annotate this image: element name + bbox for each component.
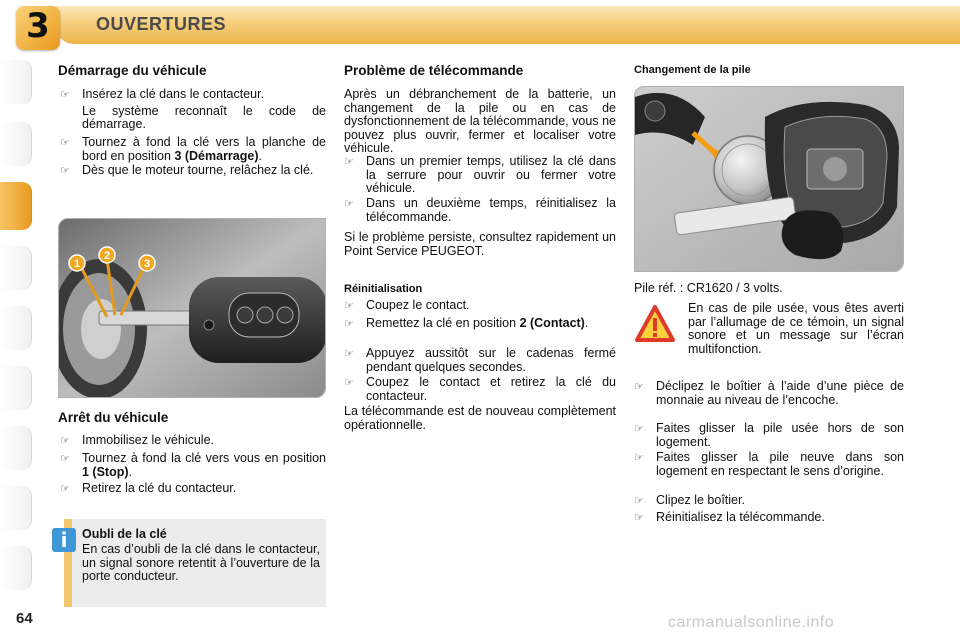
demarrage-bullet-1: ☞ Insérez la clé dans le contacteur. Le système reconnaît le code de démarrage. bbox=[60, 87, 326, 131]
hand-pointer-icon: ☞ bbox=[344, 347, 354, 360]
side-tab-3-active[interactable] bbox=[0, 182, 32, 230]
hand-pointer-icon: ☞ bbox=[344, 197, 354, 210]
side-tab-8[interactable] bbox=[0, 486, 32, 530]
pile-heading: Changement de la pile bbox=[634, 64, 751, 76]
pile-reference: Pile réf. : CR1620 / 3 volts. bbox=[634, 281, 783, 295]
probleme-bullet-1: ☞ Dans un premier temps, utilisez la clé dans la serrure pour ouvrir ou fermer votre véhicule. bbox=[344, 154, 616, 195]
ignition-key-photo bbox=[58, 218, 326, 398]
hand-pointer-icon: ☞ bbox=[344, 317, 354, 330]
hand-pointer-icon: ☞ bbox=[634, 451, 644, 464]
probleme-outro: Si le problème persiste, consultez rapidement un Point Service PEUGEOT. bbox=[344, 230, 616, 258]
callout-1 bbox=[69, 255, 85, 271]
pile-bullet-4: ☞ Clipez le boîtier. bbox=[634, 493, 745, 507]
arret-bullet-2: ☞ Tournez à fond la clé vers vous en position 1 (Stop). bbox=[60, 451, 326, 479]
side-tab-7[interactable] bbox=[0, 426, 32, 470]
battery-change-photo bbox=[634, 86, 904, 272]
reinit-bullet-1: ☞ Coupez le contact. bbox=[344, 298, 470, 312]
svg-text:1: 1 bbox=[73, 258, 81, 270]
warning-triangle-icon bbox=[634, 304, 676, 344]
hand-pointer-icon: ☞ bbox=[60, 164, 70, 177]
hand-pointer-icon: ☞ bbox=[60, 452, 70, 465]
watermark: carmanualsonline.info bbox=[668, 614, 835, 631]
demarrage-heading: Démarrage du véhicule bbox=[58, 63, 207, 78]
reinit-bullet-2: ☞ Remettez la clé en position 2 (Contact). bbox=[344, 316, 589, 330]
chapter-side-tabs bbox=[0, 60, 34, 590]
reinit-bullet-4: ☞ Coupez le contact et retirez la clé du contacteur. bbox=[344, 375, 616, 403]
svg-text:3: 3 bbox=[143, 258, 151, 270]
probleme-intro: Après un débranchement de la batterie, un changement de la pile ou en cas de dysfonctionnement de la télécommande, vous ne pouvez plus ouvrir, fermer et localiser votre véhicule. bbox=[344, 87, 616, 155]
hand-pointer-icon: ☞ bbox=[634, 422, 644, 435]
pile-bullet-1: ☞ Déclipez le boîtier à l’aide d’une pièce de monnaie au niveau de l’encoche. bbox=[634, 379, 904, 407]
chapter-badge bbox=[12, 4, 64, 50]
callout-2 bbox=[99, 247, 115, 263]
info-box-body: En cas d’oubli de la clé dans le contacteur, un signal sonore retentit à l’ouverture de la porte conducteur. bbox=[82, 542, 320, 583]
pile-bullet-2: ☞ Faites glisser la pile usée hors de son logement. bbox=[634, 421, 904, 449]
arret-bullet-3: ☞ Retirez la clé du contacteur. bbox=[60, 481, 237, 495]
pile-warning-text: En cas de pile usée, vous êtes averti par l’allumage de ce témoin, un signal sonore et un message sur l’écran multifonction. bbox=[688, 301, 904, 356]
hand-pointer-icon: ☞ bbox=[634, 494, 644, 507]
callout-3 bbox=[139, 255, 155, 271]
demarrage-bullet-3: ☞ Dès que le moteur tourne, relâchez la clé. bbox=[60, 163, 314, 177]
hand-pointer-icon: ☞ bbox=[344, 299, 354, 312]
side-tab-6[interactable] bbox=[0, 366, 32, 410]
reinit-heading: Réinitialisation bbox=[344, 283, 423, 295]
page-number: 64 bbox=[16, 610, 33, 627]
reinit-bullet-3: ☞ Appuyez aussitôt sur le cadenas fermé pendant quelques secondes. bbox=[344, 346, 616, 374]
info-box-title: Oubli de la clé bbox=[82, 527, 167, 541]
side-tab-2[interactable] bbox=[0, 122, 32, 166]
reinit-outro: La télécommande est de nouveau complètement opérationnelle. bbox=[344, 404, 616, 432]
probleme-bullet-2: ☞ Dans un deuxième temps, réinitialisez la télécommande. bbox=[344, 196, 616, 224]
probleme-heading: Problème de télécommande bbox=[344, 63, 524, 78]
hand-pointer-icon: ☞ bbox=[634, 380, 644, 393]
hand-pointer-icon: ☞ bbox=[60, 88, 70, 101]
side-tab-4[interactable] bbox=[0, 246, 32, 290]
chapter-title: OUVERTURES bbox=[96, 14, 227, 34]
hand-pointer-icon: ☞ bbox=[60, 434, 70, 447]
chapter-number: 3 bbox=[26, 6, 50, 46]
hand-pointer-icon: ☞ bbox=[344, 155, 354, 168]
remote-battery-illustration bbox=[635, 87, 904, 272]
info-icon: i bbox=[52, 528, 76, 552]
hand-pointer-icon: ☞ bbox=[344, 376, 354, 389]
page-header bbox=[0, 0, 960, 52]
hand-pointer-icon: ☞ bbox=[60, 482, 70, 495]
side-tab-5[interactable] bbox=[0, 306, 32, 350]
hand-pointer-icon: ☞ bbox=[60, 136, 70, 149]
info-box-oubli-cle bbox=[70, 519, 326, 607]
side-tab-1[interactable] bbox=[0, 60, 32, 104]
hand-pointer-icon: ☞ bbox=[634, 511, 644, 524]
svg-text:2: 2 bbox=[103, 250, 111, 262]
arret-heading: Arrêt du véhicule bbox=[58, 410, 169, 425]
ignition-key-illustration bbox=[59, 219, 326, 398]
demarrage-bullet-2: ☞ Tournez à fond la clé vers la planche de bord en position 3 (Démarrage). bbox=[60, 135, 326, 163]
pile-bullet-5: ☞ Réinitialisez la télécommande. bbox=[634, 510, 825, 524]
pile-bullet-3: ☞ Faites glisser la pile neuve dans son logement en respectant le sens d’origine. bbox=[634, 450, 904, 478]
arret-bullet-1: ☞ Immobilisez le véhicule. bbox=[60, 433, 214, 447]
side-tab-9[interactable] bbox=[0, 546, 32, 590]
